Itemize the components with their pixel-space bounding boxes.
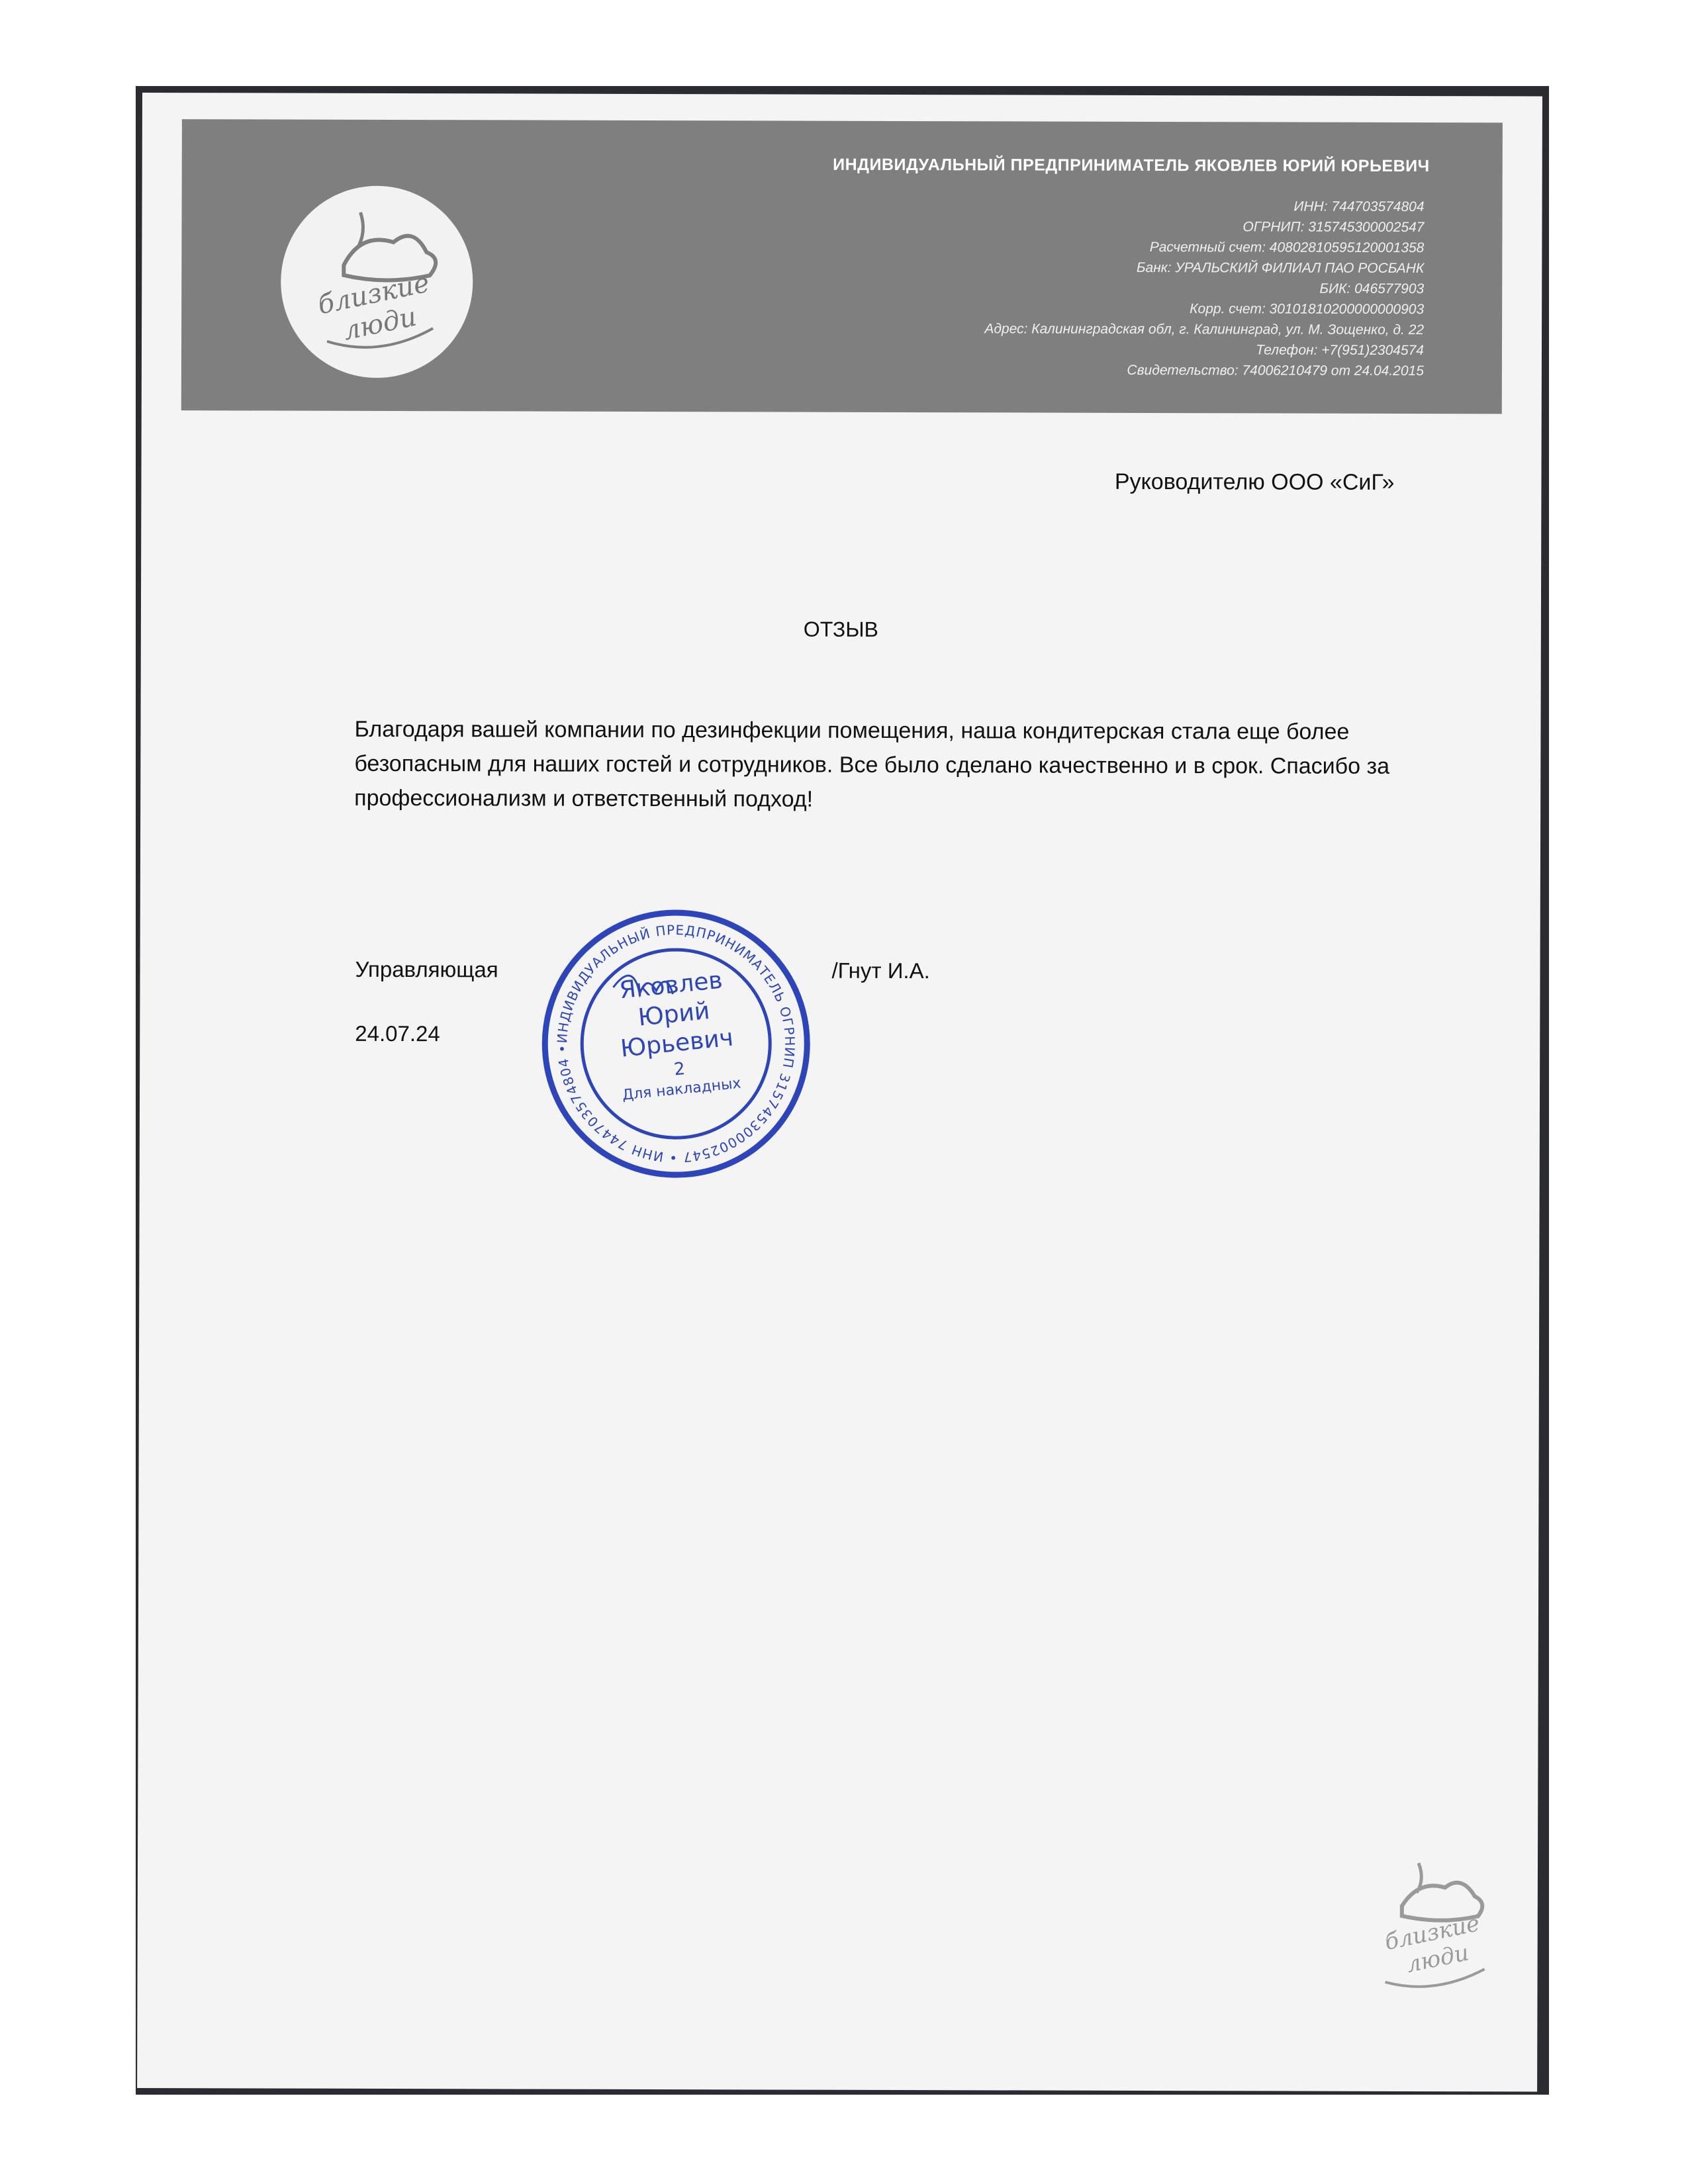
stamp-note: Для накладных <box>621 1075 742 1104</box>
signer-name: /Гнут И.А. <box>831 958 930 983</box>
stamp-ring-text: ИНДИВИДУАЛЬНЫЙ ПРЕДПРИНИМАТЕЛЬ ОГРНИП 315745300002547 • ИНН 744703574804 • <box>554 921 798 1166</box>
letterhead-band <box>181 119 1503 414</box>
round-stamp <box>540 908 812 1180</box>
entrepreneur-title: ИНДИВИДУАЛЬНЫЙ ПРЕДПРИНИМАТЕЛЬ ЯКОВЛЕВ ЮРИЙ ЮРЬЕВИЧ <box>833 155 1430 176</box>
requisite-corr-account: Корр. счет: 30101810200000000903 <box>1190 301 1425 318</box>
footer-logo-text: близкие люди <box>1382 1910 1482 1979</box>
requisite-phone: Телефон: +7(951)2304574 <box>1256 342 1425 359</box>
requisites-list <box>984 195 1424 381</box>
signer-position: Управляющая <box>355 956 498 982</box>
requisite-bik: БИК: 046577903 <box>1319 281 1425 297</box>
requisite-certificate: Свидетельство: 74006210479 от 24.04.2015 <box>1127 362 1424 379</box>
brand-logo <box>281 186 473 379</box>
stamp-center-text <box>534 958 818 1113</box>
requisite-ogrnip: ОГРНИП: 315745300002547 <box>1243 219 1425 236</box>
stamp-name-line-3: Юрьевич <box>619 1024 735 1063</box>
recipient: Руководителю ООО «СиГ» <box>1114 469 1395 495</box>
document-page <box>137 93 1542 2092</box>
stamp-name-line-2: Юрий <box>636 997 712 1032</box>
footer-logo <box>1355 1846 1515 2006</box>
brand-logo-text: близкие люди <box>315 267 432 347</box>
stamp-name-line-1: Яковлев <box>618 966 724 1005</box>
signature-date: 24.07.24 <box>355 1021 440 1046</box>
requisite-inn: ИНН: 744703574804 <box>1293 199 1425 215</box>
review-body: Благодаря вашей компании по дезинфекции помещения, наша кондитерская стала еще более безопасным для наших гостей и сотрудников. Все было сделано качественно и в срок. Спасибо за профессионализм и ответственный подход! <box>354 716 1390 812</box>
document-title: ОТЗЫВ <box>803 617 878 641</box>
stamp-number: 2 <box>673 1059 686 1080</box>
requisite-bank: Банк: УРАЛЬСКИЙ ФИЛИАЛ ПАО РОСБАНК <box>1136 259 1425 277</box>
requisite-address: Адрес: Калининградская обл, г. Калининград, ул. М. Зощенко, д. 22 <box>984 321 1425 338</box>
requisite-account: Расчетный счет: 40802810595120001358 <box>1149 239 1425 256</box>
